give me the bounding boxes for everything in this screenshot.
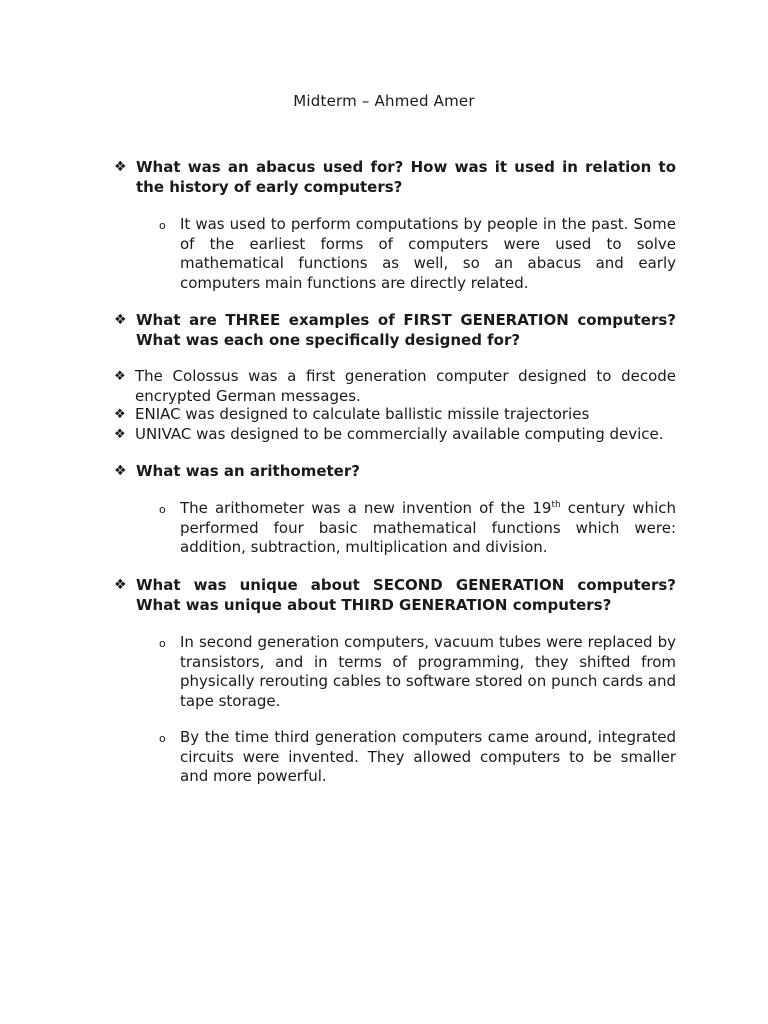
- answer-4b: [159, 728, 676, 787]
- diamond-bullet-icon: ❖: [114, 463, 127, 479]
- answer-3-part-2: century which performed four basic mathematical functions which were: addition, subtraction, multiplication and division.: [180, 499, 676, 556]
- circle-bullet-icon: o: [159, 219, 166, 232]
- circle-bullet-icon: o: [159, 732, 166, 745]
- diamond-outline-bullet-icon: ❖: [114, 407, 126, 422]
- answer-1: [159, 215, 676, 293]
- document-title: Midterm – Ahmed Amer: [293, 92, 475, 110]
- answer-3-part-1: The arithometer was a new invention of the 19: [180, 499, 552, 517]
- answer-4b-text: By the time third generation computers came around, integrated circuits were invented. They allowed computers to be smaller and more powerful.: [180, 728, 676, 785]
- example-2: [114, 405, 676, 425]
- question-2: [114, 310, 676, 350]
- question-3-text: What was an arithometer?: [136, 462, 360, 480]
- question-4: [114, 575, 676, 615]
- question-2-text: What are THREE examples of FIRST GENERATION computers? What was each one specifically designed for?: [136, 311, 676, 349]
- circle-bullet-icon: o: [159, 637, 166, 650]
- diamond-outline-bullet-icon: ❖: [114, 577, 127, 593]
- question-4-text: What was unique about SECOND GENERATION computers? What was unique about THIRD GENERATION computers?: [136, 576, 676, 614]
- answer-1-text: It was used to perform computations by people in the past. Some of the earliest forms of computers were used to solve mathematical functions as well, so an abacus and early computers main functions are directly related.: [180, 215, 676, 292]
- diamond-bullet-icon: ❖: [114, 312, 127, 328]
- answer-4a-text: In second generation computers, vacuum tubes were replaced by transistors, and in terms of programming, they shifted from physically rerouting cables to software stored on punch cards and tape storage.: [180, 633, 676, 710]
- circle-bullet-icon: o: [159, 503, 166, 516]
- diamond-bullet-icon: ❖: [114, 159, 127, 175]
- example-1: [114, 367, 676, 406]
- example-3-text: UNIVAC was designed to be commercially available computing device.: [135, 425, 664, 443]
- example-2-text: ENIAC was designed to calculate ballistic missile trajectories: [135, 405, 590, 423]
- answer-3: [159, 499, 676, 558]
- diamond-outline-bullet-icon: ❖: [114, 427, 126, 442]
- diamond-outline-bullet-icon: ❖: [114, 369, 126, 384]
- question-1-text: What was an abacus used for? How was it used in relation to the history of early computers?: [136, 158, 676, 196]
- question-3: [114, 461, 676, 481]
- example-1-text: The Colossus was a first generation computer designed to decode encrypted German messages.: [135, 367, 676, 405]
- answer-4a: [159, 633, 676, 711]
- answer-3-superscript: th: [551, 500, 561, 510]
- question-1: [114, 157, 676, 197]
- example-3: [114, 425, 676, 445]
- answer-3-text: [159, 499, 676, 558]
